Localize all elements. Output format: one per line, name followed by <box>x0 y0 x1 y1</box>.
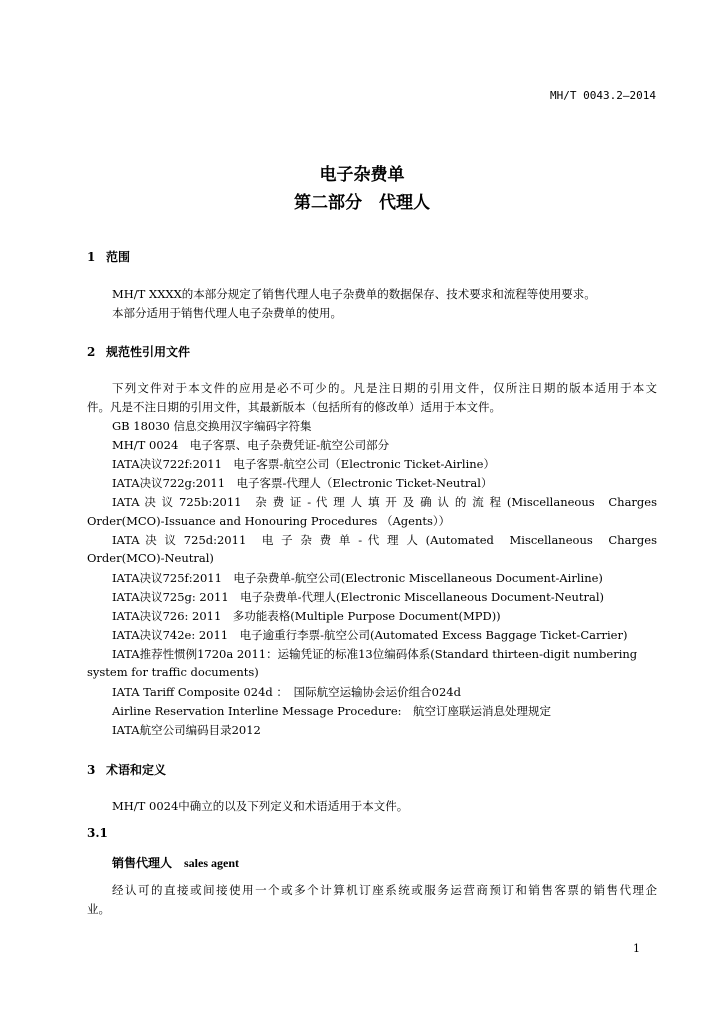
doc-subtitle: 第二部分 代理人 <box>294 193 430 213</box>
section-3-para-1: MH/T 0024中确立的以及下列定义和术语适用于本文件。 <box>112 799 409 813</box>
section-1-para-2: 本部分适用于销售代理人电子杂费单的使用。 <box>112 306 342 320</box>
reference-item: IATA推荐性惯例1720a 2011：运输凭证的标准13位编码体系(Standard thirteen-digit numbering <box>112 647 638 661</box>
reference-item-continued: system for traffic documents) <box>87 665 259 679</box>
section-title: 范围 <box>106 250 131 264</box>
section-2-intro-line-1: 下列文件对于本文件的应用是必不可少的。凡是注日期的引用文件，仅所注日期的版本适用于本文 <box>112 381 657 395</box>
page-number: 1 <box>633 942 640 955</box>
reference-item: IATA 决 议 725b:2011 杂 费 证 - 代 理 人 填 开 及 确 认 的 流 程 (Miscellaneous Charges <box>112 495 657 509</box>
section-3-heading <box>87 761 166 778</box>
section-title: 规范性引用文件 <box>106 345 191 359</box>
section-title: 术语和定义 <box>106 763 167 777</box>
reference-item: IATA决议722f:2011 电子客票-航空公司（Electronic Ticket-Airline） <box>112 457 495 471</box>
standard-number: MH/T 0043.2—2014 <box>550 89 656 102</box>
term-definition-line-2: 业。 <box>87 902 110 916</box>
section-2-heading <box>87 343 190 360</box>
section-1-heading <box>87 248 130 265</box>
reference-item-continued: Order(MCO)-Neutral) <box>87 551 214 565</box>
doc-title: 电子杂费单 <box>319 165 405 185</box>
reference-item: Airline Reservation Interline Message Procedure: 航空订座联运消息处理规定 <box>112 704 552 718</box>
term-definition-line-1: 经认可的直接或间接使用一个或多个计算机订座系统或服务运营商预订和销售客票的销售代理企 <box>112 883 657 897</box>
reference-item: IATA Tariff Composite 024d ： 国际航空运输协会运价组合024d <box>112 685 461 699</box>
section-number: 3 <box>87 763 96 777</box>
reference-item: MH/T 0024 电子客票、电子杂费凭证-航空公司部分 <box>112 438 390 452</box>
section-number: 2 <box>87 345 96 359</box>
reference-item: IATA决议742e: 2011 电子逾重行李票-航空公司(Automated Excess Baggage Ticket-Carrier) <box>112 628 628 642</box>
term-english: sales agent <box>184 856 240 870</box>
section-2-intro-line-2: 件。凡是不注日期的引用文件，其最新版本（包括所有的修改单）适用于本文件。 <box>87 400 501 414</box>
reference-item-continued: Order(MCO)-Issuance and Honouring Procedures （Agents）） <box>87 514 451 528</box>
reference-item: IATA决议725g: 2011 电子杂费单-代理人(Electronic Miscellaneous Document-Neutral) <box>112 590 605 604</box>
reference-item: GB 18030 信息交换用汉字编码字符集 <box>112 419 312 433</box>
reference-item: IATA 决 议 725d:2011 电 子 杂 费 单 - 代 理 人 (Automated Miscellaneous Charges <box>112 533 657 547</box>
section-1-para-1: MH/T XXXX的本部分规定了销售代理人电子杂费单的数据保存、技术要求和流程等使用要求。 <box>112 287 596 301</box>
subsection-3-1-heading: 3.1 <box>87 826 108 840</box>
reference-item: IATA决议722g:2011 电子客票-代理人（Electronic Ticket-Neutral） <box>112 476 493 490</box>
term-chinese: 销售代理人 <box>112 856 173 870</box>
reference-item: IATA航空公司编码目录2012 <box>112 723 261 737</box>
reference-item: IATA决议725f:2011 电子杂费单-航空公司(Electronic Miscellaneous Document-Airline) <box>112 571 603 585</box>
section-number: 1 <box>87 250 96 264</box>
reference-item: IATA决议726: 2011 多功能表格(Multiple Purpose Document(MPD)) <box>112 609 501 623</box>
term-entry <box>112 854 239 871</box>
